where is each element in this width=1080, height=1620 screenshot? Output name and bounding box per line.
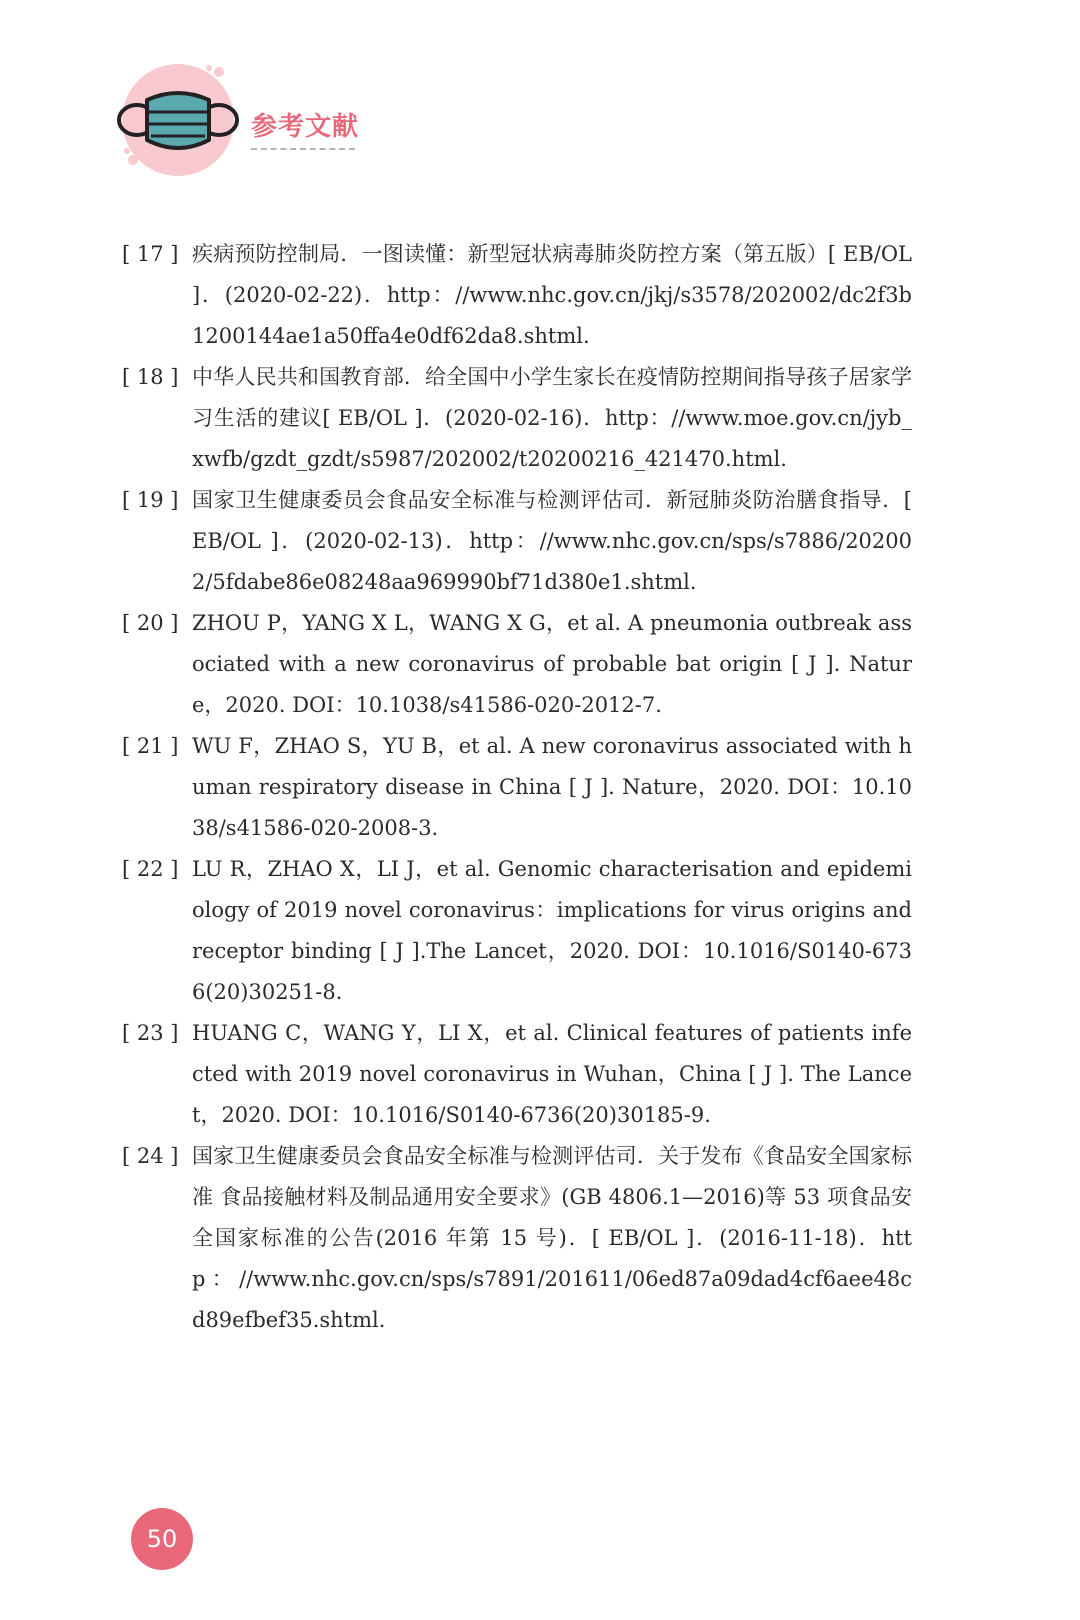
reference-text: HUANG C，WANG Y，LI X，et al. Clinical features of patients infected with 2019 novel coronavirus in Wuhan，China [ J ]. The Lancet，2020. DOI：10.1016/S0140-6736(20)30185-9. (192, 1021, 912, 1127)
reference-number: [ 22 ] (122, 857, 179, 881)
reference-item (122, 726, 912, 849)
section-title: 参考文献 (251, 112, 360, 142)
face-mask-icon (115, 60, 245, 190)
reference-item (122, 849, 912, 1013)
reference-number: [ 18 ] (122, 365, 179, 389)
reference-text: ZHOU P，YANG X L，WANG X G，et al. A pneumonia outbreak associated with a new coronavirus of probable bat origin [ J ]. Nature，2020. DOI：10.1038/s41586-020-2012-7. (192, 611, 912, 717)
reference-item (122, 357, 912, 480)
title-divider (251, 148, 355, 150)
reference-text: WU F，ZHAO S，YU B，et al. A new coronavirus associated with human respiratory disease in China [ J ]. Nature，2020. DOI：10.1038/s41586-020-2008-3. (192, 734, 912, 840)
reference-item (122, 603, 912, 726)
reference-item (122, 480, 912, 603)
reference-number: [ 20 ] (122, 611, 179, 635)
page-number: 50 (131, 1508, 193, 1570)
reference-item (122, 234, 912, 357)
reference-text: 中华人民共和国教育部．给全国中小学生家长在疫情防控期间指导孩子居家学习生活的建议[ EB/OL ]．(2020-02-16)．http：//www.moe.gov.cn/jyb_xwfb/gzdt_gzdt/s5987/202002/t20200216_421470.html. (192, 365, 912, 471)
reference-list (122, 234, 912, 1341)
reference-text: LU R，ZHAO X，LI J，et al. Genomic characterisation and epidemiology of 2019 novel coronavirus：implications for virus origins and receptor binding [ J ].The Lancet，2020. DOI：10.1016/S0140-6736(20)30251-8. (192, 857, 912, 1004)
reference-number: [ 24 ] (122, 1144, 179, 1168)
reference-item (122, 1013, 912, 1136)
reference-text: 国家卫生健康委员会食品安全标准与检测评估司．新冠肺炎防治膳食指导．[ EB/OL ]．(2020-02-13)．http：//www.nhc.gov.cn/sps/s7886/202002/5fdabe86e08248aa969990bf71d380e1.shtml. (192, 488, 912, 594)
reference-number: [ 19 ] (122, 488, 179, 512)
reference-text: 国家卫生健康委员会食品安全标准与检测评估司．关于发布《食品安全国家标准 食品接触材料及制品通用安全要求》(GB 4806.1—2016)等 53 项食品安全国家标准的公告(2016 年第 15 号)．[ EB/OL ]．(2016-11-18)．http：//www.nhc.gov.cn/sps/s7891/201611/06ed87a09dad4cf6aee48cd89efbef35.shtml. (192, 1144, 912, 1332)
reference-number: [ 17 ] (122, 242, 179, 266)
reference-item (122, 1136, 912, 1341)
section-header (115, 60, 375, 190)
reference-number: [ 21 ] (122, 734, 179, 758)
reference-number: [ 23 ] (122, 1021, 179, 1045)
reference-text: 疾病预防控制局．一图读懂：新型冠状病毒肺炎防控方案（第五版）[ EB/OL ]．(2020-02-22)．http：//www.nhc.gov.cn/jkj/s3578/202002/dc2f3b1200144ae1a50ffa4e0df62da8.shtml. (192, 242, 912, 348)
